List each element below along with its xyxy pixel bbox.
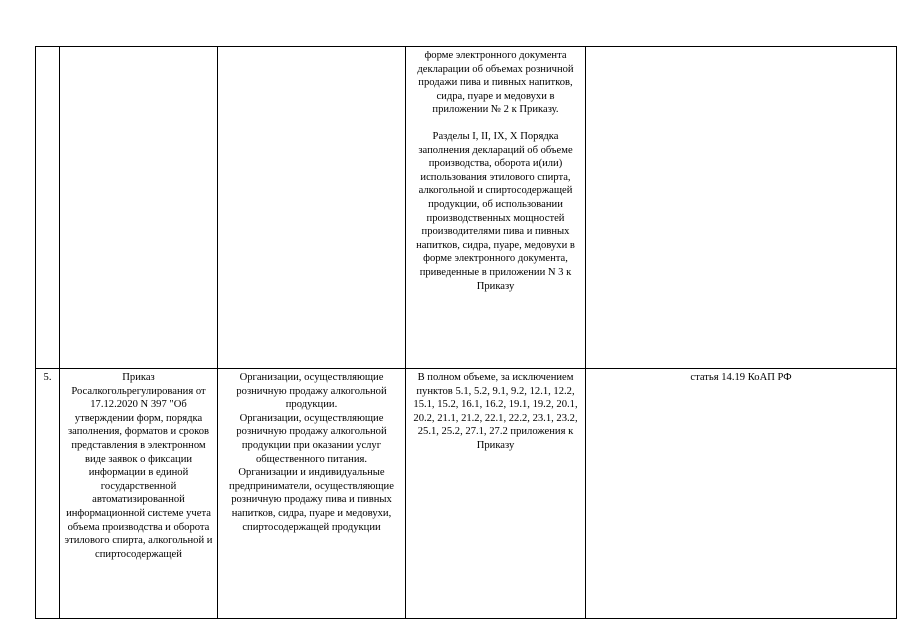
requirements-cell — [406, 47, 586, 369]
table-row — [36, 47, 897, 369]
subjects-paragraph: Организации, осуществляющие розничную продажу алкогольной продукции. — [236, 372, 387, 411]
requirements-cell: В полном объеме, за исключением пунктов 5.1, 5.2, 9.1, 9.2, 12.1, 12.2, 15.1, 15.2, 16.1, 16.2, 19.1, 19.2, 20.1, 20.2, 21.1, 21.2, 22.1, 22.2, 23.1, 23.2, 25.1, 25.2, 27.1, 27.2 приложения к Приказу — [406, 369, 586, 619]
document-cell: Приказ Росалкогольрегулирования от 17.12.2020 N 397 "Об утверждении форм, порядка заполнения, форматов и сроков представления в электронном виде заявок о фиксации информации в единой государственной автоматизированной информационной системе учета объема производства и оборота этилового спирта, алкогольной и спиртосодержащей — [60, 369, 218, 619]
subjects-cell — [218, 369, 406, 619]
subjects-paragraph: Организации, осуществляющие розничную продажу алкогольной продукции при оказании услуг общественного питания. — [236, 412, 387, 465]
liability-cell: статья 14.19 КоАП РФ — [586, 369, 897, 619]
document-cell — [60, 47, 218, 369]
subjects-paragraph: Организации и индивидуальные предприниматели, осуществляющие розничную продажу пива и пивных напитков, сидра, пуаре и медовухи, спиртосодержащей продукции — [229, 467, 394, 533]
liability-cell — [586, 47, 897, 369]
legal-requirements-table — [35, 46, 897, 619]
row-number-cell — [36, 47, 60, 369]
table-row — [36, 369, 897, 619]
requirements-paragraph: Разделы I, II, IX, X Порядка заполнения деклараций об объеме производства, оборота и(или) использования этилового спирта, алкогольной и спиртосодержащей продукции, об использовании производственных мощностей производителями пива и пивных напитков, сидра, пуаре, медовухи в форме электронного документа, приведенные в приложении N 3 к Приказу — [416, 130, 575, 292]
row-number-cell: 5. — [36, 369, 60, 619]
subjects-cell — [218, 47, 406, 369]
requirements-paragraph: форме электронного документа декларации об объемах розничной продажи пива и пивных напитков, сидра, пуаре и медовухи в приложении № 2 к Приказу. — [417, 50, 574, 116]
